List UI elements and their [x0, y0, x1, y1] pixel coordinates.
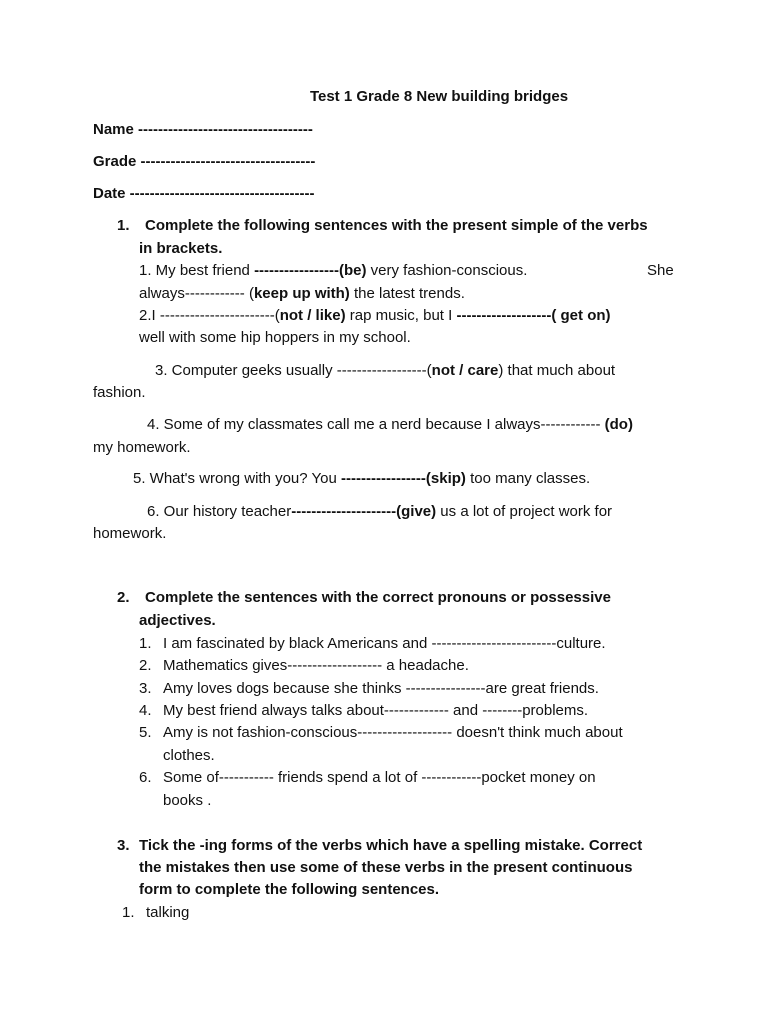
list-item-number: 4.	[139, 702, 152, 719]
section1-number: 1.	[117, 217, 130, 234]
list-item	[139, 657, 469, 674]
s1-sentence2-verb1: not / like)	[279, 307, 346, 324]
s1-sentence2-pre: 2.I -----------------------(	[139, 307, 280, 324]
section2-heading-line1: Complete the sentences with the correct pronouns or possessive	[145, 589, 611, 606]
list-item-number: 6.	[139, 769, 152, 786]
s1-sentence6-verb: ---------------------(give)	[291, 503, 437, 520]
s1-sentence5-pre: 5. What's wrong with you? You	[133, 470, 341, 487]
s1-sentence1-pre: 1. My best friend	[139, 262, 255, 279]
s1-sentence5-post: too many classes.	[465, 470, 591, 487]
s1-sentence4-line2: my homework.	[93, 439, 191, 456]
date-field: Date -------------------------------------	[93, 185, 315, 202]
s1-sentence2-line2: well with some hip hoppers in my school.	[139, 329, 411, 346]
list-item-continuation: clothes.	[163, 747, 215, 764]
s1-sentence5	[133, 470, 590, 487]
s1-sentence3-line1	[155, 362, 615, 379]
list-item-number: 5.	[139, 724, 152, 741]
list-item-text: Amy loves dogs because she thinks ----------------are great friends.	[163, 680, 599, 697]
list-item	[122, 904, 189, 921]
list-item-number: 2.	[139, 657, 152, 674]
section3-heading-line3: form to complete the following sentences.	[139, 881, 440, 898]
s1-sentence1-end: She	[647, 262, 674, 279]
list-item-text: I am fascinated by black Americans and -------------------------culture.	[163, 635, 606, 652]
list-item-text: Some of----------- friends spend a lot of ------------pocket money on	[163, 769, 596, 786]
list-item-text: Amy is not fashion-conscious------------------- doesn't think much about	[163, 724, 623, 741]
list-item-number: 1.	[139, 635, 152, 652]
s1-sentence3-pre: 3. Computer geeks usually ------------------(	[155, 362, 432, 379]
s1-sentence4-verb: (do)	[604, 416, 633, 433]
section1-heading-line2: in brackets.	[139, 240, 223, 257]
list-item	[139, 702, 588, 719]
s1-sentence1b-post: the latest trends.	[349, 285, 465, 302]
list-item-text: My best friend always talks about------------- and --------problems.	[163, 702, 589, 719]
s1-sentence3-line2: fashion.	[93, 384, 146, 401]
s1-sentence6-pre: 6. Our history teacher	[147, 503, 292, 520]
section2-heading-line2: adjectives.	[139, 612, 216, 629]
s1-sentence1-blank: -----------------(be)	[254, 262, 367, 279]
section2-number: 2.	[117, 589, 130, 606]
s1-sentence3-post: ) that much about	[498, 362, 616, 379]
list-item-continuation: books .	[163, 792, 212, 809]
list-item	[139, 724, 623, 741]
s1-sentence4-pre: 4. Some of my classmates call me a nerd because I always------------	[147, 416, 605, 433]
s1-sentence1-post: very fashion-conscious.	[366, 262, 528, 279]
s1-sentence1b-pre: always------------ (	[139, 285, 254, 302]
s1-sentence2-mid: rap music, but I	[345, 307, 457, 324]
s1-sentence6-line1	[147, 503, 612, 520]
section3-heading-line1: Tick the -ing forms of the verbs which have a spelling mistake. Correct	[139, 837, 643, 854]
section1-heading-line1: Complete the following sentences with the present simple of the verbs	[145, 217, 648, 234]
s1-sentence6-line2: homework.	[93, 525, 167, 542]
section3-heading-line2: the mistakes then use some of these verbs in the present continuous	[139, 859, 633, 876]
list-item-number: 3.	[139, 680, 152, 697]
section3-number: 3.	[117, 837, 130, 854]
list-item-text: talking	[146, 904, 190, 921]
s1-sentence1-line1	[139, 262, 527, 279]
list-item	[139, 769, 596, 786]
s1-sentence2-line1	[139, 307, 611, 324]
s1-sentence1b-verb: keep up with)	[253, 285, 350, 302]
name-field: Name -----------------------------------	[93, 121, 313, 138]
grade-field: Grade -----------------------------------	[93, 153, 316, 170]
s1-sentence2-verb2: -------------------( get on)	[456, 307, 611, 324]
list-item	[139, 680, 599, 697]
list-item	[139, 635, 606, 652]
s1-sentence4-line1	[147, 416, 633, 433]
s1-sentence1-line2	[139, 285, 465, 302]
s1-sentence5-verb: -----------------(skip)	[341, 470, 466, 487]
page-title: Test 1 Grade 8 New building bridges	[309, 88, 569, 105]
s1-sentence3-verb: not / care	[431, 362, 499, 379]
list-item-text: Mathematics gives------------------- a headache.	[163, 657, 469, 674]
s1-sentence6-post: us a lot of project work for	[436, 503, 613, 520]
list-item-number: 1.	[122, 904, 135, 921]
